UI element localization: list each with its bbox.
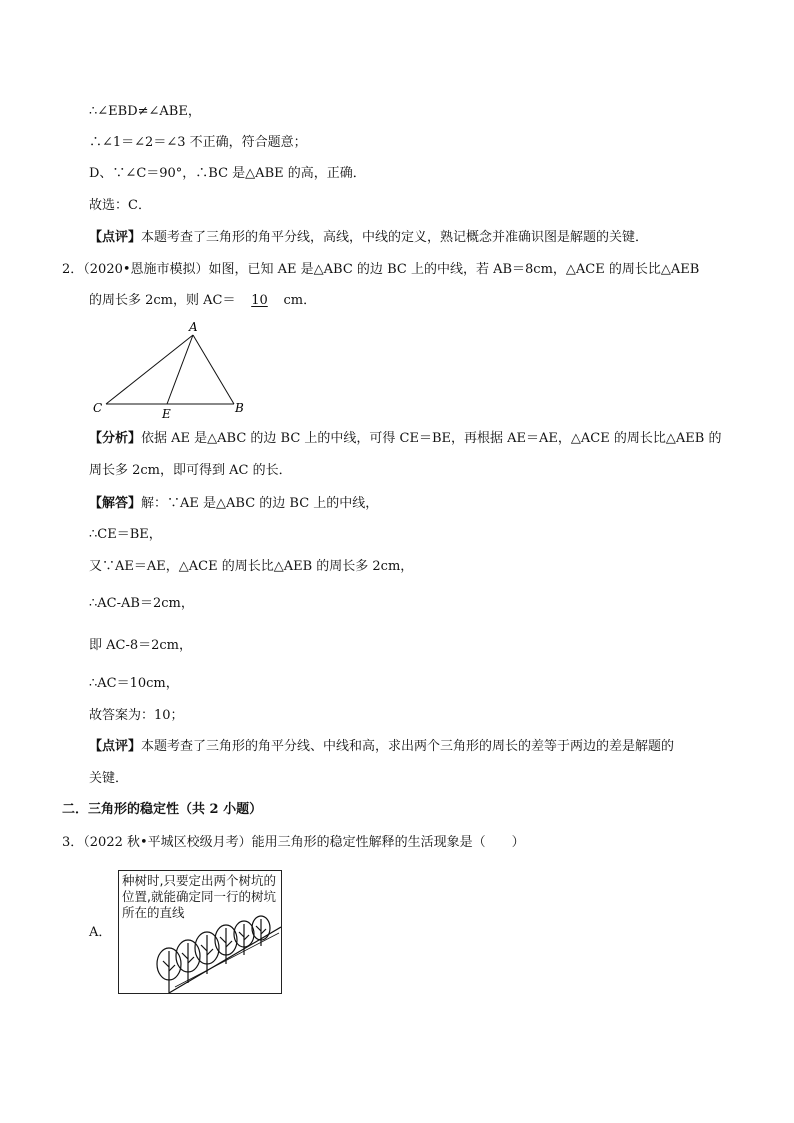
vertex-a-label: A xyxy=(189,320,198,334)
slope-line xyxy=(169,927,281,993)
image-caption: 种树时,只要定出两个树坑的位置,就能确定同一行的树坑所在的直线 xyxy=(122,873,276,920)
solution-tag: 【解答】 xyxy=(89,496,142,511)
solution-line-7: 故答案为：10； xyxy=(89,708,184,723)
comment-line xyxy=(89,229,648,247)
comment-tag: 【点评】 xyxy=(89,739,142,754)
answer-blank: 10 xyxy=(251,293,268,308)
question-number: 3． xyxy=(62,835,84,850)
comment-text: 本题考查了三角形的角平分线，高线，中线的定义，熟记概念并准确识图是解题的关键． xyxy=(141,230,649,245)
point-e-label: E xyxy=(162,407,171,420)
solution-line-2: ∴CE＝BE， xyxy=(89,527,162,542)
comment-line-1 xyxy=(89,738,674,756)
question-stem-part: 的周长多 2cm，则 AC＝ xyxy=(89,293,236,308)
trees-group xyxy=(157,916,270,993)
section-heading: 二．三角形的稳定性（共 2 小题） xyxy=(62,802,263,817)
analysis-tag: 【分析】 xyxy=(89,431,142,446)
solution-line-4: ∴AC-AB＝2cm， xyxy=(89,596,194,611)
solution-line-1 xyxy=(89,495,378,513)
question-stem: （2022 秋•平城区校级月考）能用三角形的稳定性解释的生活现象是（ ） xyxy=(83,835,525,850)
solution-line-6: ∴AC＝10cm， xyxy=(89,676,179,691)
text-line: 故选：C． xyxy=(89,198,151,213)
solution-line-3: 又∵AE＝AE，△ACE 的周长比△AEB 的周长多 2cm， xyxy=(89,559,414,574)
solution-text: 解：∵AE 是△ABC 的边 BC 上的中线， xyxy=(141,496,379,511)
analysis-text: 依据 AE 是△ABC 的边 BC 上的中线，可得 CE＝BE，再根据 AE＝AE，△ACE 的周长比△AEB 的 xyxy=(141,431,722,446)
text-line: ∴∠1＝∠2＝∠3 不正确，符合题意； xyxy=(89,135,307,150)
segment-ab xyxy=(193,335,234,404)
text-line: ∴∠EBD≠∠ABE， xyxy=(89,104,201,119)
comment-text: 本题考查了三角形的角平分线、中线和高，求出两个三角形的周长的差等于两边的差是解题的 xyxy=(141,739,675,754)
question-3-line xyxy=(62,834,525,852)
question-2-line-2 xyxy=(89,292,316,310)
triangle-figure xyxy=(92,318,252,420)
question-number: 2． xyxy=(62,262,84,277)
option-a-image xyxy=(118,870,282,994)
vertex-b-label: B xyxy=(235,401,244,415)
analysis-line-2: 周长多 2cm，即可得到 AC 的长． xyxy=(89,463,292,478)
question-2-line-1 xyxy=(62,261,699,279)
comment-line-2: 关键． xyxy=(89,771,129,786)
tree-icon xyxy=(157,948,181,993)
question-stem-part: cm． xyxy=(283,293,317,308)
vertex-c-label: C xyxy=(93,401,103,415)
solution-line-5: 即 AC-8＝2cm， xyxy=(89,638,193,653)
comment-tag: 【点评】 xyxy=(89,230,142,245)
text-line: D、∵∠C＝90°，∴BC 是△ABE 的高，正确． xyxy=(89,166,366,181)
analysis-line-1 xyxy=(89,430,721,448)
option-a-label: A． xyxy=(89,925,112,940)
question-stem: （2020•恩施市模拟）如图，已知 AE 是△ABC 的边 BC 上的中线，若 AB＝8cm，△ACE 的周长比△AEB xyxy=(83,262,700,277)
